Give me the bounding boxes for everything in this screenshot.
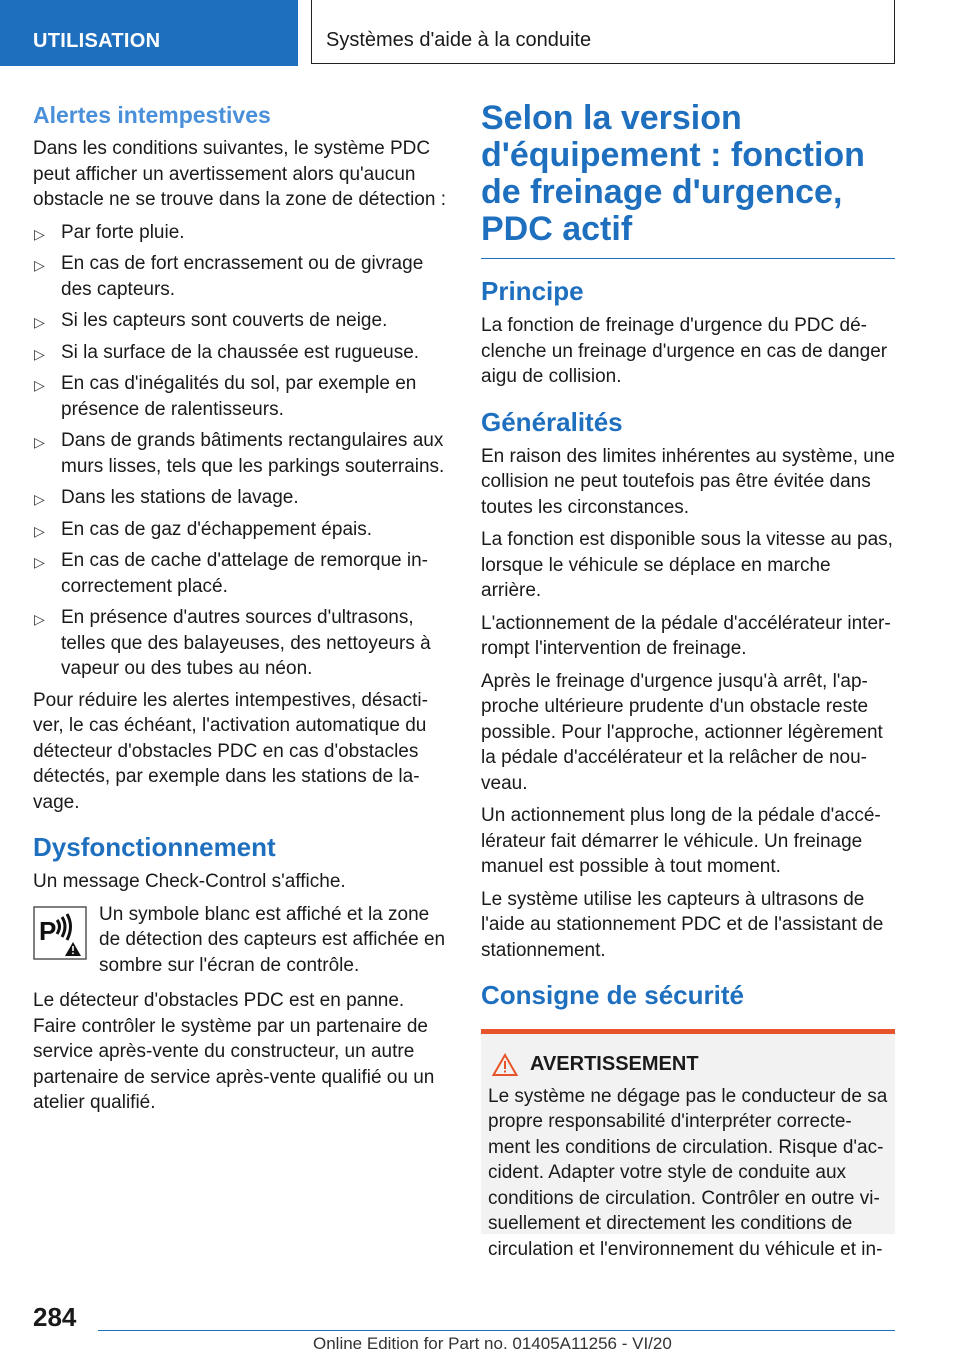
alerts-outro: Pour réduire les alertes intempestives, désacti-ver, le cas échéant, l'activation automatique du détecteur d'obstacles PDC en cas d'obstacles détectés, par exemple dans les stations de la-vage. bbox=[33, 689, 428, 813]
triangle-right-outline-icon: ▷ bbox=[34, 434, 45, 450]
alerts-intro: Dans les conditions suivantes, le système PDC peut afficher un avertissement alors qu'aucun obstacle ne se trouve dans la zone de détection : bbox=[33, 138, 446, 210]
list-item: ▷ Dans de grands bâtiments rectangulaires aux murs lisses, tels que les parkings souterrains. bbox=[34, 430, 445, 477]
triangle-right-outline-icon: ▷ bbox=[34, 522, 45, 539]
right-column bbox=[481, 99, 895, 1260]
principle-text: La fonction de freinage d'urgence du PDC dé-clenche un freinage d'urgence en cas de danger aigu de collision. bbox=[481, 315, 888, 387]
malfunction-heading: Dysfonctionnement bbox=[33, 832, 276, 862]
malfunction-outro: Le détecteur d'obstacles PDC est en panne. Faire contrôler le système par un partenaire de service après-vente du constructeur, un autre partenaire de service après-vente qualifié ou un atelier qualifié. bbox=[33, 990, 435, 1113]
list-item: ▷ En cas de gaz d'échappement épais. bbox=[33, 517, 448, 543]
pdc-sensor-fault-icon bbox=[33, 906, 87, 960]
footer-edition: Online Edition for Part no. 01405A11256 - VI/20 bbox=[313, 1334, 672, 1353]
chapter-title: Systèmes d'aide à la conduite bbox=[311, 0, 895, 64]
list-item: ▷ Par forte pluie. bbox=[33, 220, 448, 246]
footer-divider bbox=[98, 1330, 895, 1331]
list-item: ▷ Si la surface de la chaussée est rugueuse. bbox=[33, 340, 448, 366]
general-paragraph: En raison des limites inhérentes au système, une collision ne peut toutefois pas être évitée dans toutes les circonstances. bbox=[481, 445, 895, 518]
warning-label: AVERTISSEMENT bbox=[530, 1053, 699, 1075]
alerts-heading: Alertes intempestives bbox=[33, 102, 271, 128]
malfunction-symbol-row bbox=[33, 902, 448, 979]
warning-text: Le système ne dégage pas le conducteur de sa propre responsabilité d'interpréter correcte-ment les conditions de circulation. Risque d'ac-cident. Adapter votre style de conduite aux conditions de circulation. Contrôler en outre vi-suellement et directement les conditions de circulation et l'environnement du véhicule et in- bbox=[488, 1085, 888, 1260]
main-title: Selon la version d'équipement : fonction de freinage d'urgence, PDC actif bbox=[481, 100, 895, 259]
list-item: ▷ En présence d'autres sources d'ultrasons, telles que des balayeuses, des nettoyeurs à vapeur ou des tubes au néon. bbox=[34, 607, 431, 679]
triangle-right-outline-icon: ▷ bbox=[34, 314, 45, 330]
left-column bbox=[33, 100, 448, 1123]
general-paragraph: La fonction est disponible sous la vitesse au pas, lorsque le véhicule se déplace en marche arrière. bbox=[481, 529, 893, 601]
malfunction-message: Un message Check-Control s'affiche. bbox=[33, 871, 346, 892]
list-item: ▷ En cas de cache d'attelage de remorque in-correctement placé. bbox=[34, 550, 428, 597]
general-heading: Généralités bbox=[481, 406, 623, 437]
warning-box bbox=[481, 1029, 895, 1260]
safety-heading: Consigne de sécurité bbox=[481, 980, 744, 1010]
principle-heading: Principe bbox=[481, 276, 584, 306]
general-paragraph: Le système utilise les capteurs à ultrasons de l'aide au stationnement PDC et de l'assistant de stationnement. bbox=[481, 888, 884, 961]
warning-title bbox=[492, 1052, 889, 1078]
section-tab: UTILISATION bbox=[0, 0, 298, 66]
general-paragraph: L'actionnement de la pédale d'accélérateur inter-rompt l'intervention de freinage. bbox=[481, 612, 891, 659]
list-item: ▷ Si les capteurs sont couverts de neige. bbox=[33, 308, 448, 334]
triangle-right-outline-icon: ▷ bbox=[34, 554, 45, 570]
warning-triangle-icon bbox=[492, 1053, 518, 1077]
triangle-right-outline-icon: ▷ bbox=[34, 377, 45, 393]
triangle-right-outline-icon: ▷ bbox=[34, 225, 45, 242]
list-item: ▷ En cas de fort encrassement ou de givrage des capteurs. bbox=[34, 253, 424, 300]
list-item: ▷ En cas d'inégalités du sol, par exemple en présence de ralentisseurs. bbox=[34, 373, 417, 420]
triangle-right-outline-icon: ▷ bbox=[34, 257, 45, 273]
general-paragraph: Après le freinage d'urgence jusqu'à arrêt, l'ap-proche ultérieure prudente d'un obstacle reste possible. Pour l'approche, actionner légèrement la pédale d'accélérateur et la relâcher de nou-veau. bbox=[481, 670, 883, 794]
list-item: ▷ Dans les stations de lavage. bbox=[33, 485, 448, 511]
triangle-right-outline-icon: ▷ bbox=[34, 345, 45, 362]
page-number: 284 bbox=[33, 1302, 77, 1332]
svg-text:P: P bbox=[39, 915, 57, 946]
page-header bbox=[0, 0, 960, 66]
alerts-list bbox=[33, 220, 448, 682]
triangle-right-outline-icon: ▷ bbox=[34, 611, 45, 627]
triangle-right-outline-icon: ▷ bbox=[34, 491, 45, 507]
general-paragraph: Un actionnement plus long de la pédale d'accé-lérateur fait démarrer le véhicule. Un freinage manuel est possible à tout moment. bbox=[481, 805, 881, 877]
malfunction-symbol-text: Un symbole blanc est affiché et la zone de détection des capteurs est affichée en sombre sur l'écran de contrôle. bbox=[99, 903, 446, 976]
